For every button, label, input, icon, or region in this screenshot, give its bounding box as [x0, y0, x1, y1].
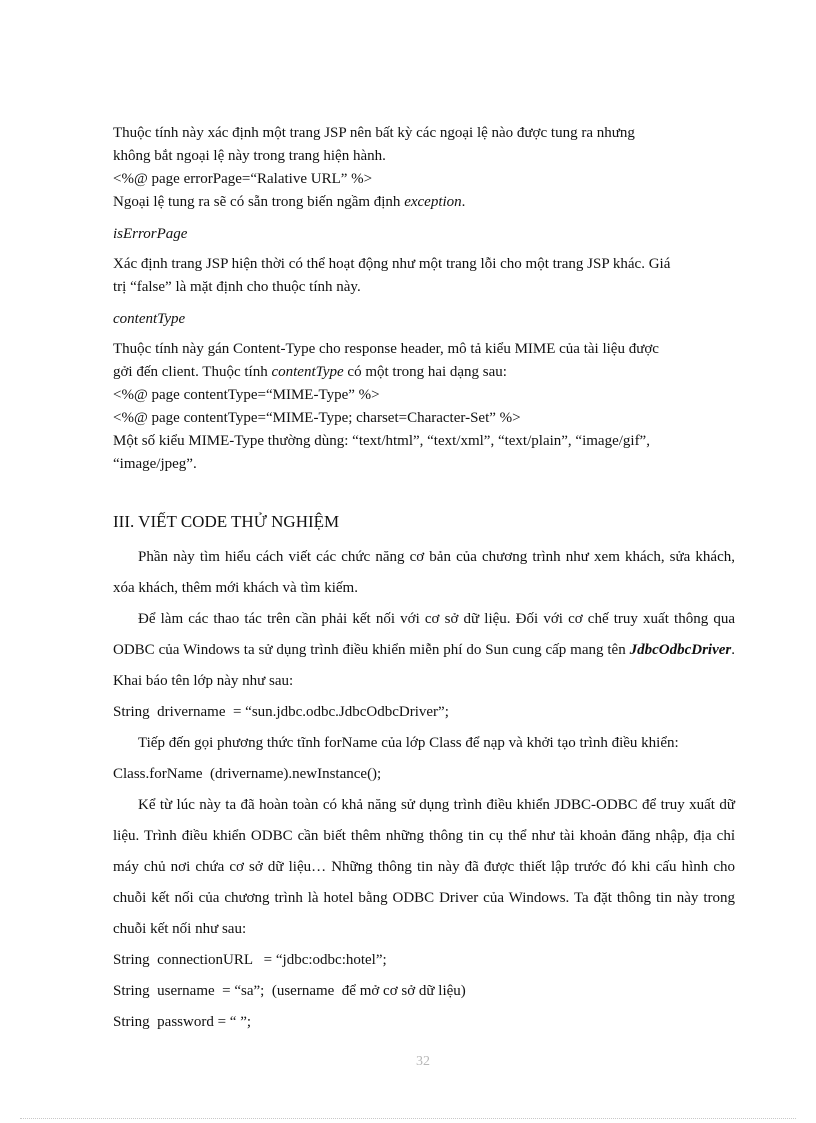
code-line-drivername: String drivername = “sun.jdbc.odbc.JdbcOdbcDriver”; — [113, 704, 449, 720]
text-span: Để làm các thao tác trên cần phải kết nối với cơ sở dữ liệu. Đối với cơ chế truy xuất thông qua ODBC của Windows ta sử dụng trình điều khiển miễn phí do Sun cung cấp mang tên — [113, 611, 735, 658]
emphasis-contenttype: contentType — [271, 364, 344, 380]
code-line: <%@ page errorPage=“Ralative URL” %> — [113, 171, 373, 187]
code-line-connectionurl: String connectionURL = “jdbc:odbc:hotel”; — [113, 952, 387, 968]
emphasis-exception: exception — [404, 194, 462, 210]
code-line: <%@ page contentType=“MIME-Type; charset=Character-Set” %> — [113, 410, 521, 426]
text-line — [113, 361, 735, 384]
paragraph-errorpage — [113, 122, 735, 214]
body-paragraph-forname: Tiếp đến gọi phương thức tĩnh forName của lớp Class để nạp và khởi tạo trình điều khiển: — [138, 735, 679, 751]
text-span: có một trong hai dạng sau: — [343, 364, 507, 380]
paragraph-iserrorpage — [113, 253, 735, 299]
text-line: Một số kiểu MIME-Type thường dùng: “text/html”, “text/xml”, “text/plain”, “image/gif”, — [113, 433, 650, 449]
page-bottom-border — [20, 1118, 796, 1119]
text-span: gởi đến client. Thuộc tính — [113, 364, 272, 380]
code-line-password: String password = “ ”; — [113, 1014, 252, 1030]
label-contenttype: contentType — [113, 311, 186, 327]
text-line: không bắt ngoại lệ này trong trang hiện hành. — [113, 148, 386, 164]
text-span: Ngoại lệ tung ra sẽ có sẵn trong biến ngầm định — [113, 194, 405, 210]
text-line: Thuộc tính này xác định một trang JSP nên bất kỳ các ngoại lệ nào được tung ra nhưng — [113, 125, 635, 141]
text-line — [113, 191, 735, 214]
text-line: trị “false” là mặt định cho thuộc tính này. — [113, 279, 361, 295]
page-number: 32 — [416, 1054, 430, 1069]
code-line-newinstance: Class.forName (drivername).newInstance(); — [113, 766, 382, 782]
text-span: . Khai báo tên lớp này như sau: — [113, 642, 735, 689]
code-line: <%@ page contentType=“MIME-Type” %> — [113, 387, 380, 403]
text-span: . — [461, 194, 466, 210]
body-paragraph-driver — [113, 604, 735, 697]
section-heading: III. VIẾT CODE THỬ NGHIỆM — [113, 512, 340, 531]
paragraph-contenttype — [113, 338, 735, 476]
page-content — [113, 122, 735, 1038]
emphasis-driver-name: JdbcOdbcDriver — [629, 642, 732, 658]
text-line: “image/jpeg”. — [113, 456, 197, 472]
text-line: Thuộc tính này gán Content-Type cho response header, mô tả kiểu MIME của tài liệu được — [113, 341, 659, 357]
text-line: Xác định trang JSP hiện thời có thể hoạt động như một trang lỗi cho một trang JSP khác. Giá — [113, 256, 671, 272]
body-paragraph-intro: Phần này tìm hiểu cách viết các chức năng cơ bản của chương trình như xem khách, sửa khách, xóa khách, thêm mới khách và tìm kiếm. — [113, 549, 735, 596]
code-line-username: String username = “sa”; (username để mở cơ sở dữ liệu) — [113, 983, 466, 999]
body-paragraph-connection: Kể từ lúc này ta đã hoàn toàn có khả năng sử dụng trình điều khiển JDBC-ODBC để truy xuất dữ liệu. Trình điều khiển ODBC cần biết thêm những thông tin cụ thể như tài khoản đăng nhập, địa chỉ máy chủ nơi chứa cơ sở dữ liệu… Những thông tin này đã được thiết lập trước đó khi cấu hình cho chuỗi kết nối của chương trình là hotel bằng ODBC Driver của Windows. Ta đặt thông tin này trong chuỗi kết nối như sau: — [113, 797, 735, 937]
label-iserrorpage: isErrorPage — [113, 226, 188, 242]
